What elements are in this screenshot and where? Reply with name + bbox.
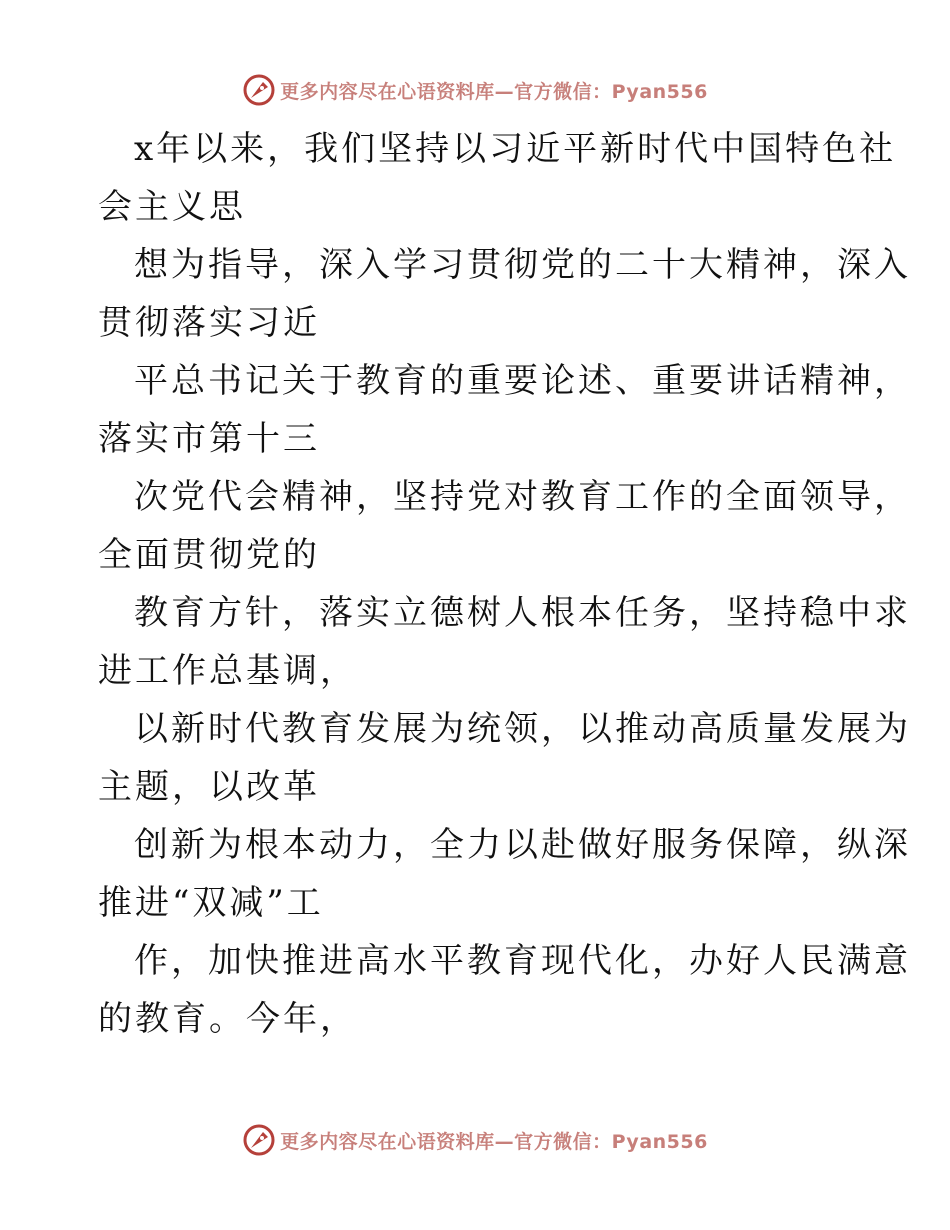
- paragraph-line-pair: [98, 700, 911, 816]
- body-line: 平总书记关于教育的重要论述、重要讲话精神，: [134, 361, 911, 401]
- header-watermark-text: 更多内容尽在心语资料库—官方微信：Pyan556: [280, 80, 708, 103]
- body-line: 以新时代教育发展为统领，以推动高质量发展为: [134, 709, 911, 749]
- body-line: 创新为根本动力，全力以赴做好服务保障，纵深: [134, 825, 911, 865]
- body-line: 贯彻落实习近: [98, 303, 320, 343]
- body-line: 教育方针，落实立德树人根本任务，坚持稳中求: [134, 593, 911, 633]
- paragraph-line-pair: [98, 120, 897, 236]
- paragraph-line-pair: [98, 236, 911, 352]
- body-line: x年以来，我们坚持以习近平新时代中国特色社: [134, 129, 897, 169]
- body-line: 作，加快推进高水平教育现代化，办好人民满意: [134, 941, 911, 981]
- header-banner: [0, 70, 950, 110]
- paragraph-line-pair: [98, 352, 911, 468]
- pen-nib-logo-icon: [242, 73, 276, 107]
- paragraph-line-pair: [98, 932, 911, 1048]
- footer-banner: [0, 1120, 950, 1160]
- paragraph-line-pair: [98, 468, 911, 584]
- body-line: 全面贯彻党的: [98, 535, 320, 575]
- body-line: 进工作总基调，: [98, 651, 357, 691]
- paragraph-line-pair: [98, 816, 911, 932]
- pen-nib-logo-icon: [242, 1123, 276, 1157]
- paragraph-line-pair: [98, 584, 911, 700]
- body-line: 次党代会精神，坚持党对教育工作的全面领导，: [134, 477, 911, 517]
- footer-watermark-text: 更多内容尽在心语资料库—官方微信：Pyan556: [280, 1130, 708, 1153]
- body-line: 的教育。今年，: [98, 999, 357, 1039]
- document-body: [98, 120, 911, 1048]
- body-line: 推进“双减”工: [98, 883, 324, 923]
- body-line: 主题，以改革: [98, 767, 320, 807]
- body-line: 会主义思: [98, 187, 246, 227]
- body-line: 想为指导，深入学习贯彻党的二十大精神，深入: [134, 245, 911, 285]
- body-line: 落实市第十三: [98, 419, 320, 459]
